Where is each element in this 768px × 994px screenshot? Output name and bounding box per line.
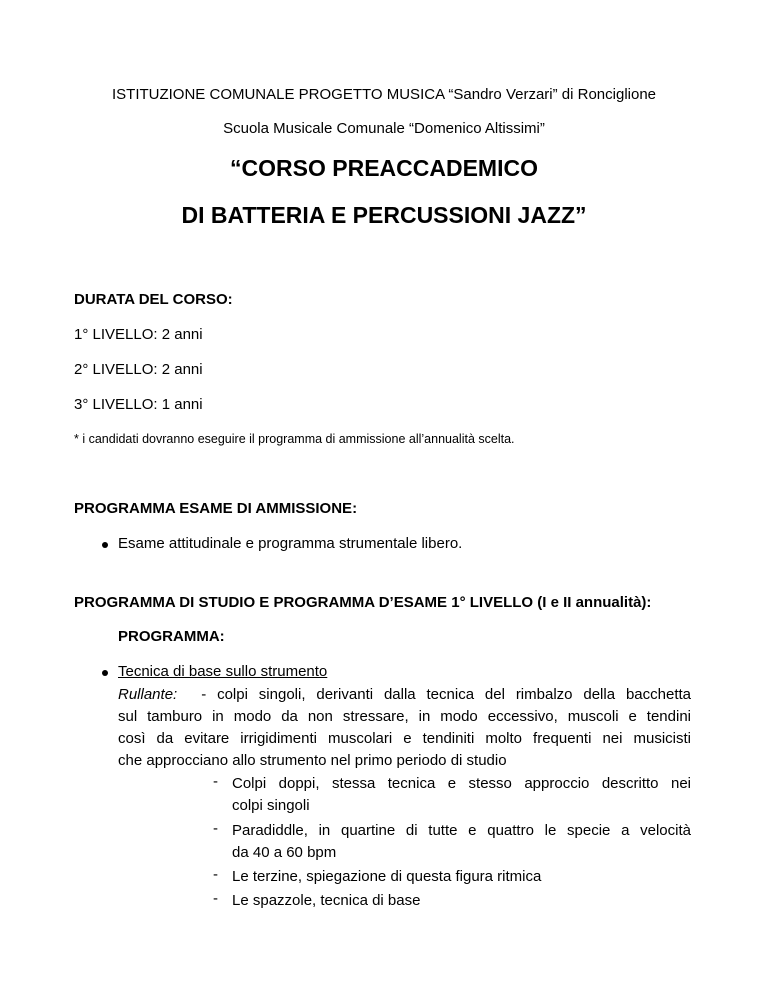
dash-item: Paradiddle, in quartine di tutte e quattro le specie a velocità da 40 a 60 bpm [232, 822, 691, 861]
bullet-icon [102, 542, 108, 548]
rullante-label: Rullante: [118, 686, 178, 703]
rullante-line: - colpi singoli, derivanti dalla tecnica del rimbalzo della bacchetta [201, 686, 691, 703]
dash-item: Le terzine, spiegazione di questa figura ritmica [232, 868, 542, 885]
dash-marker: - [213, 890, 218, 907]
admission-item: Esame attitudinale e programma strumentale libero. [118, 535, 463, 552]
dash-item: Le spazzole, tecnica di base [232, 892, 421, 909]
rullante-paragraph [118, 684, 691, 772]
dash-item: Colpi doppi, stessa tecnica e stesso approccio descritto nei colpi singoli [232, 775, 691, 814]
school-line: Scuola Musicale Comunale “Domenico Altissimi” [223, 120, 545, 137]
bullet-icon [102, 670, 108, 676]
level-1-duration: 1° LIVELLO: 2 anni [74, 326, 203, 343]
course-title-line2: DI BATTERIA E PERCUSSIONI JAZZ” [181, 202, 587, 228]
rullante-line: così da evitare irrigidimenti muscolari e tendiniti molto frequenti nei musicisti [118, 730, 691, 747]
dash-marker: - [213, 820, 218, 837]
rullante-line: sul tamburo in modo da non stressare, in modo eccessivo, muscoli e tendini [118, 708, 691, 725]
institution-line: ISTITUZIONE COMUNALE PROGETTO MUSICA “Sandro Verzari” di Ronciglione [111, 86, 657, 103]
dash-marker: - [213, 773, 218, 790]
study-subheading: PROGRAMMA: [118, 628, 225, 645]
dash-marker: - [213, 866, 218, 883]
study-heading: PROGRAMMA DI STUDIO E PROGRAMMA D’ESAME 1° LIVELLO (I e II annualità): [74, 594, 652, 611]
topic-title: Tecnica di base sullo strumento [118, 663, 328, 680]
course-title-line1: “CORSO PREACCADEMICO [230, 155, 538, 181]
duration-heading: DURATA DEL CORSO: [74, 291, 233, 308]
duration-note: * i candidati dovranno eseguire il programma di ammissione all’annualità scelta. [74, 432, 515, 446]
admission-heading: PROGRAMMA ESAME DI AMMISSIONE: [74, 500, 358, 517]
level-3-duration: 3° LIVELLO: 1 anni [74, 396, 203, 413]
rullante-line: che approcciano allo strumento nel primo periodo di studio [118, 752, 507, 769]
level-2-duration: 2° LIVELLO: 2 anni [74, 361, 203, 378]
